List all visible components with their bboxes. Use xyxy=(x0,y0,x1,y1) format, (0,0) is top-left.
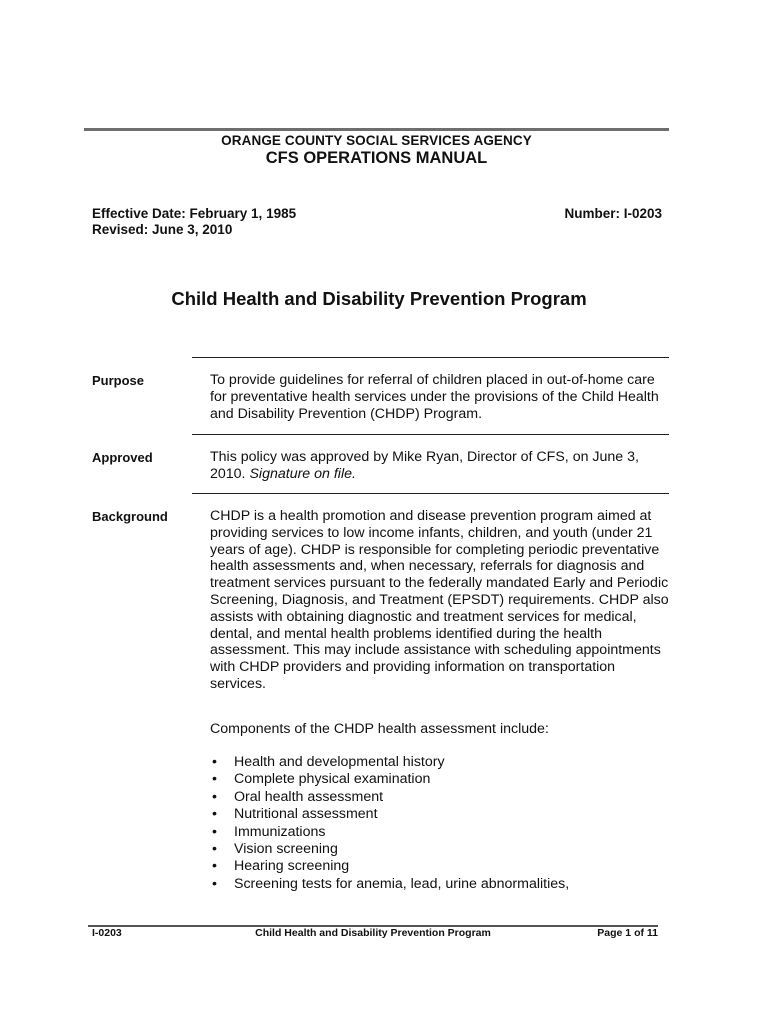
components-list xyxy=(210,754,670,893)
list-item: • Health and developmental history xyxy=(212,754,445,770)
agency-name: ORANGE COUNTY SOCIAL SERVICES AGENCY xyxy=(221,133,532,148)
purpose-label: Purpose xyxy=(92,373,145,388)
manual-title: CFS OPERATIONS MANUAL xyxy=(265,149,488,167)
list-item: • Screening tests for anemia, lead, urine abnormalities, xyxy=(212,875,570,892)
approved-text xyxy=(210,449,670,483)
list-item: • Oral health assessment xyxy=(212,788,384,805)
section-divider xyxy=(192,493,669,494)
header-rule xyxy=(84,128,669,131)
purpose-text: To provide guidelines for referral of children placed in out-of-home care for preventative health services under the provisions of the Child Health and Disability Prevention (CHDP) Program. xyxy=(210,372,659,422)
section-divider xyxy=(192,434,669,435)
policy-number: Number: I-0203 xyxy=(564,206,662,221)
effective-date: Effective Date: February 1, 1985 xyxy=(92,206,297,221)
background-label: Background xyxy=(92,509,168,524)
page-number: Page 1 of 11 xyxy=(597,927,658,939)
list-item: • Immunizations xyxy=(212,823,326,840)
background-text: CHDP is a health promotion and disease prevention program aimed at providing services to low income infants, children, and youth (under 21 years of age). CHDP is responsible for completing periodic preventative health assessments and, when necessary, referrals for diagnosis and treatment services pursuant to the federally mandated Early and Periodic Screening, Diagnosis, and Treatment (EPSDT) requirements. CHDP also assists with obtaining diagnostic and treatment services for medical, dental, and mental health problems identified during the health assessment. This may include assistance with scheduling appointments with CHDP providers and providing information on transportation services. xyxy=(210,508,669,692)
approved-statement: This policy was approved by Mike Ryan, Director of CFS, on June 3, 2010. xyxy=(210,449,639,482)
footer-title: Child Health and Disability Prevention Program xyxy=(255,927,491,939)
section-divider xyxy=(192,357,669,358)
revised-date: Revised: June 3, 2010 xyxy=(92,222,233,237)
signature-note: Signature on file. xyxy=(249,465,356,482)
list-item: • Vision screening xyxy=(212,841,338,858)
approved-label: Approved xyxy=(92,450,153,465)
list-item: • Complete physical examination xyxy=(212,771,431,788)
footer-policy-number: I-0203 xyxy=(92,927,122,939)
list-item: • Nutritional assessment xyxy=(212,806,378,823)
components-intro: Components of the CHDP health assessment include: xyxy=(210,721,549,737)
document-title: Child Health and Disability Prevention Program xyxy=(171,288,587,309)
list-item: • Hearing screening xyxy=(212,858,350,875)
